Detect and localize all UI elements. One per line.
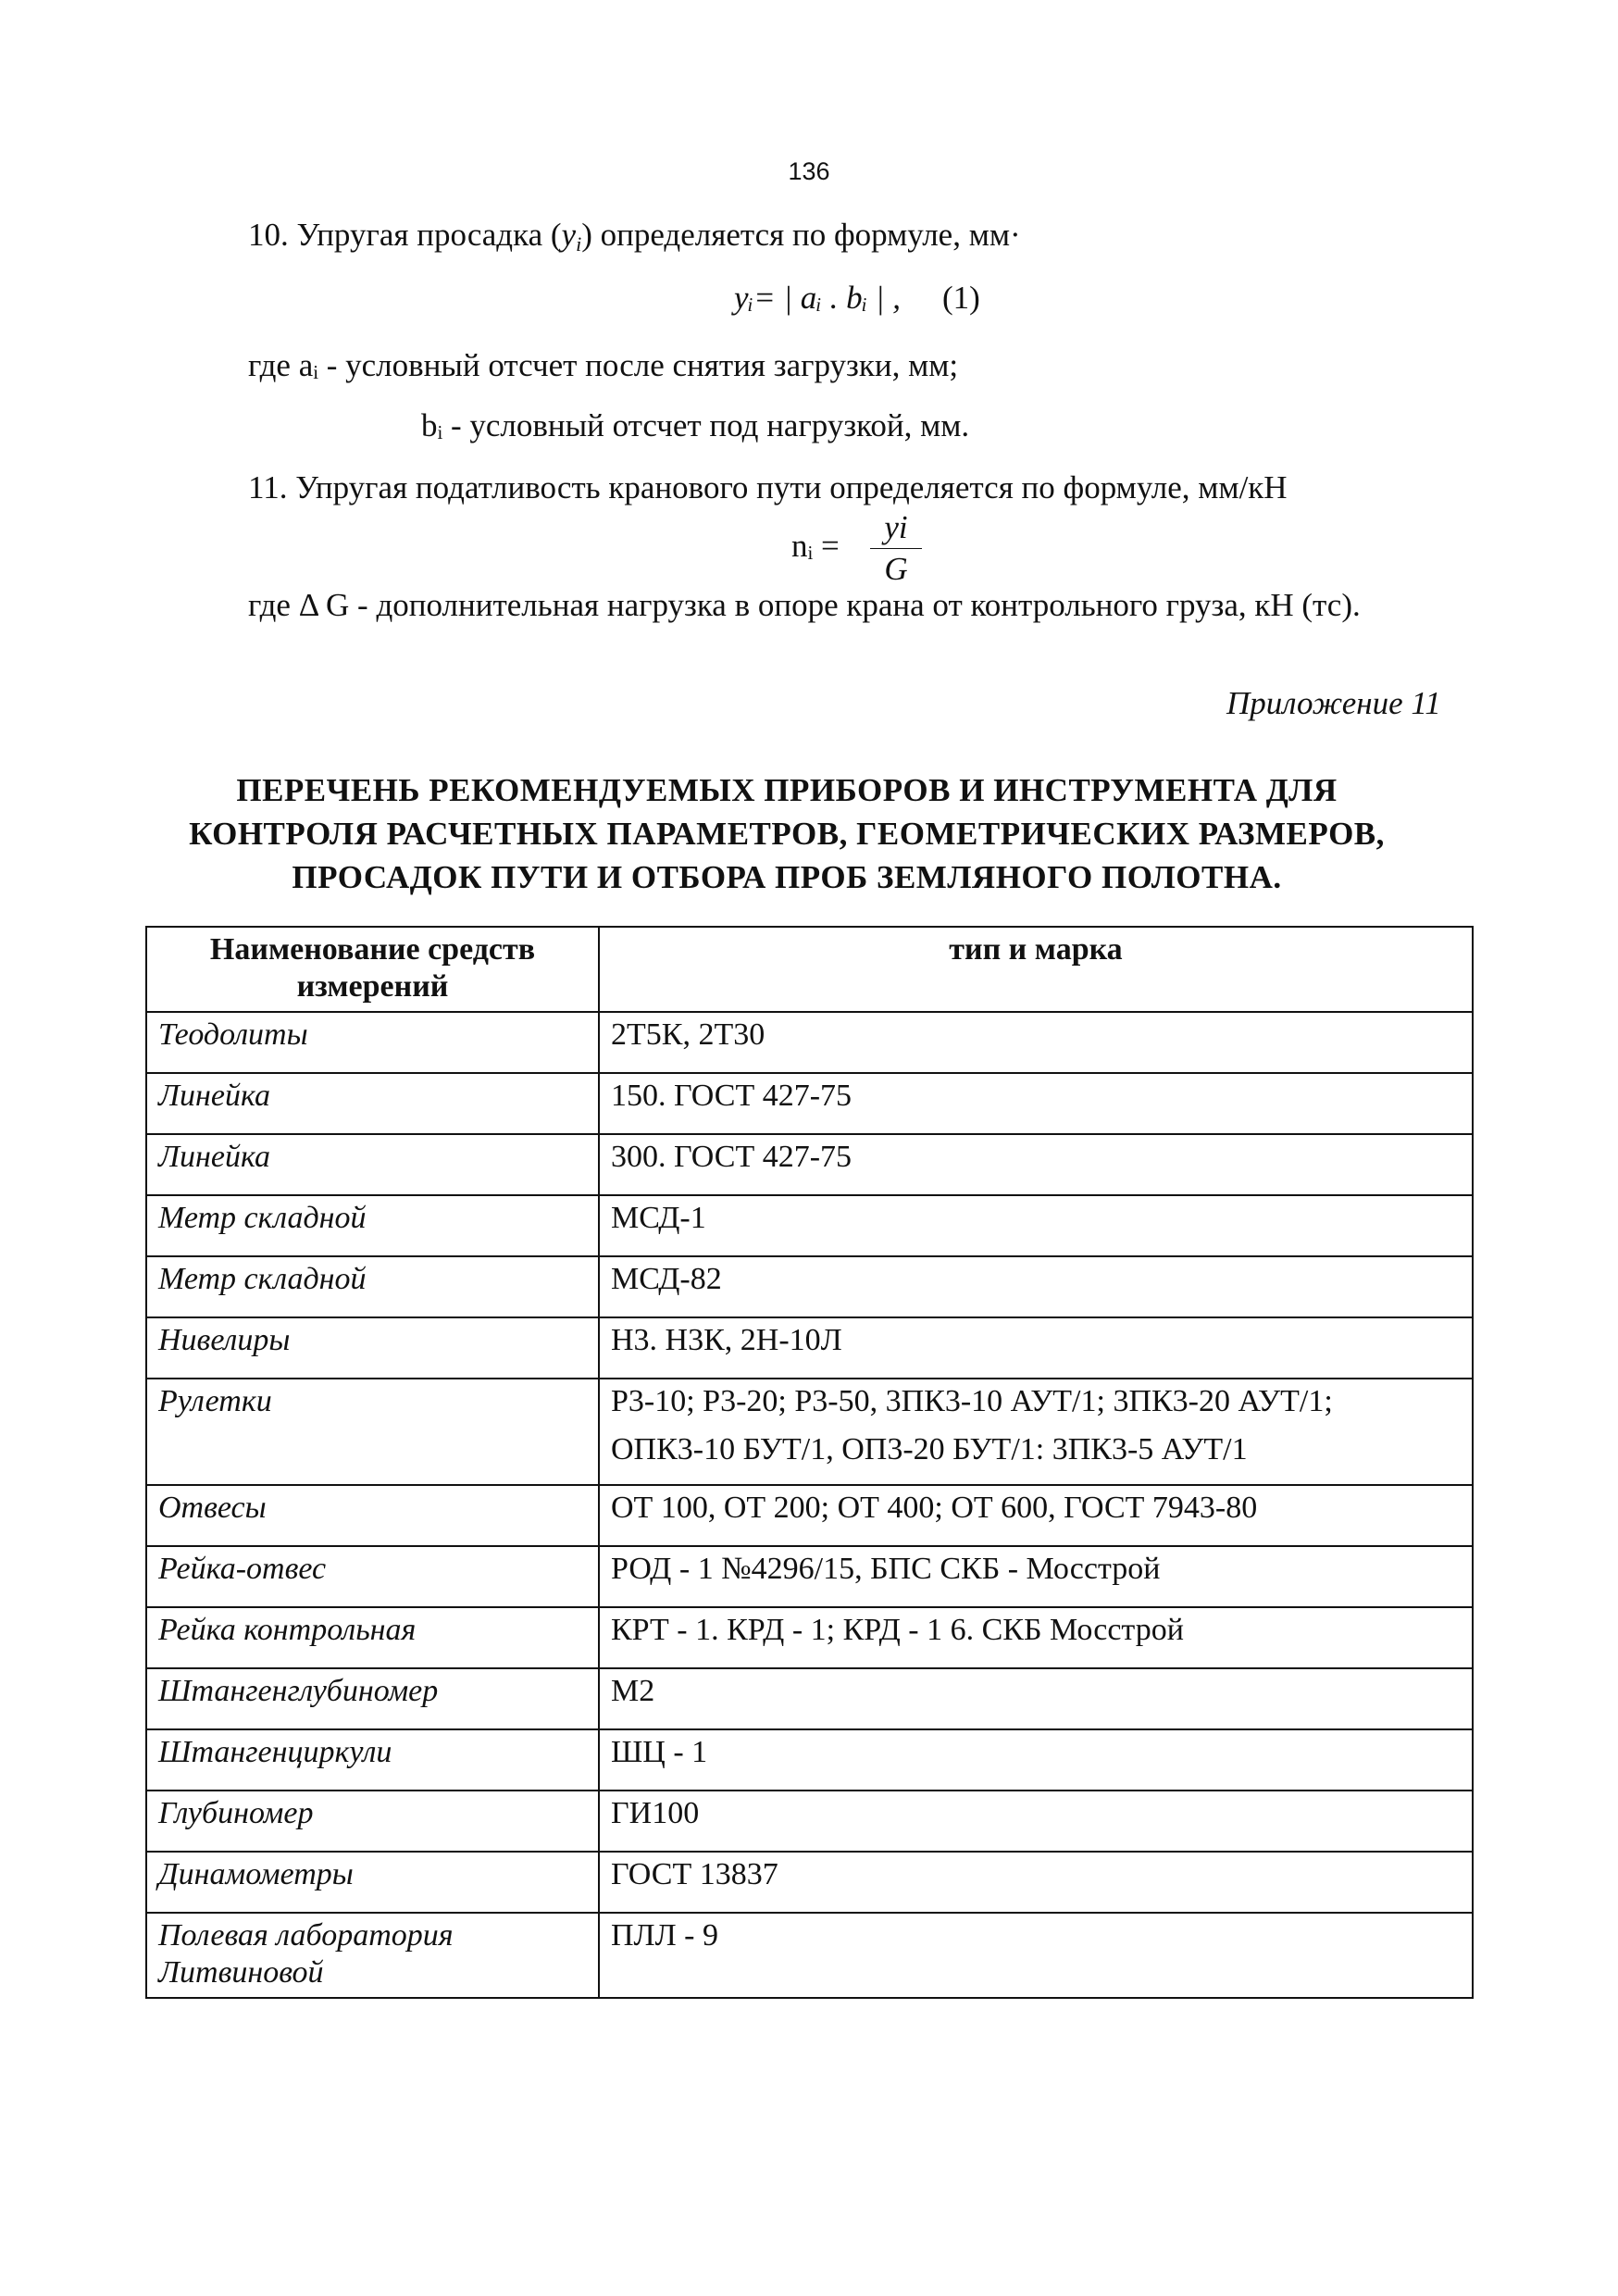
cell-name: Рейка-отвес xyxy=(146,1546,599,1607)
cell-type: Н3. Н3К, 2Н-10Л xyxy=(599,1317,1473,1379)
table-row xyxy=(146,1317,1473,1379)
fraction-numerator: yi xyxy=(870,507,922,549)
cell-name: Нивелиры xyxy=(146,1317,599,1379)
cell-name: Метр складной xyxy=(146,1195,599,1256)
cell-type: ГИ100 xyxy=(599,1791,1473,1852)
page-number: 136 xyxy=(788,157,830,185)
table-row xyxy=(146,1134,1473,1195)
formula-1: yᵢ= | aᵢ . bᵢ | , xyxy=(734,280,902,316)
cell-type: МСД-82 xyxy=(599,1256,1473,1317)
cell-type: РОД - 1 №4296/15, БПС СКБ - Мосстрой xyxy=(599,1546,1473,1607)
cell-type-line-1: Р3-10; Р3-20; Р3-50, 3ПК3-10 АУТ/1; 3ПК3-20 АУТ/1; xyxy=(611,1384,1333,1418)
cell-name: Рейка контрольная xyxy=(146,1607,599,1668)
instruments-table xyxy=(145,926,1474,1999)
header-name: Наименование средств измерений xyxy=(146,927,599,1012)
cell-type: ГОСТ 13837 xyxy=(599,1852,1473,1913)
cell-type xyxy=(599,1379,1473,1485)
table-row xyxy=(146,1379,1473,1485)
table-row xyxy=(146,1791,1473,1852)
cell-name: Рулетки xyxy=(146,1379,599,1485)
where-a: где aᵢ - условный отсчет после снятия загрузки, мм; xyxy=(248,347,959,383)
cell-type: МСД-1 xyxy=(599,1195,1473,1256)
cell-name: Теодолиты xyxy=(146,1012,599,1073)
where-g: где Δ G - дополнительная нагрузка в опоре крана от контрольного груза, кН (тс). xyxy=(248,587,1361,623)
item11-intro: 11. Упругая податливость кранового пути определяется по формуле, мм/кН xyxy=(248,469,1288,505)
table-row xyxy=(146,1913,1473,1998)
table-header-row xyxy=(146,927,1473,1012)
cell-name: Глубиномер xyxy=(146,1791,599,1852)
cell-name: Полевая лаборатория Литвиновой xyxy=(146,1913,599,1998)
table-row xyxy=(146,1012,1473,1073)
cell-name: Отвесы xyxy=(146,1485,599,1546)
cell-type: ПЛЛ - 9 xyxy=(599,1913,1473,1998)
fraction-denominator: G xyxy=(884,551,908,587)
title-line-2: КОНТРОЛЯ РАСЧЕТНЫХ ПАРАМЕТРОВ, ГЕОМЕТРИЧЕСКИХ РАЗМЕРОВ, xyxy=(189,816,1385,852)
cell-name: Динамометры xyxy=(146,1852,599,1913)
formula-2-left: nᵢ = xyxy=(791,528,840,564)
table-row xyxy=(146,1852,1473,1913)
table-row xyxy=(146,1729,1473,1791)
cell-name: Штангенглубиномер xyxy=(146,1668,599,1729)
cell-type: 150. ГОСТ 427-75 xyxy=(599,1073,1473,1134)
header-type: тип и марка xyxy=(599,927,1473,1012)
cell-name: Линейка xyxy=(146,1134,599,1195)
formula-2-fraction xyxy=(870,507,922,590)
where-b: bᵢ - условный отсчет под нагрузкой, мм. xyxy=(421,407,970,443)
cell-type: КРТ - 1. КРД - 1; КРД - 1 6. СКБ Мосстрой xyxy=(599,1607,1473,1668)
cell-type: ОТ 100, ОТ 200; ОТ 400; ОТ 600, ГОСТ 7943-80 xyxy=(599,1485,1473,1546)
formula-number: (1) xyxy=(942,280,980,316)
cell-name: Линейка xyxy=(146,1073,599,1134)
cell-name: Метр складной xyxy=(146,1256,599,1317)
appendix-label: Приложение 11 xyxy=(1226,685,1441,721)
table-row xyxy=(146,1546,1473,1607)
title-line-3: ПРОСАДОК ПУТИ И ОТБОРА ПРОБ ЗЕМЛЯНОГО ПОЛОТНА. xyxy=(292,859,1282,895)
table-row xyxy=(146,1668,1473,1729)
cell-type: 300. ГОСТ 427-75 xyxy=(599,1134,1473,1195)
cell-type-line-2: ОПК3-10 БУТ/1, ОП3-20 БУТ/1: 3ПК3-5 АУТ/1 xyxy=(611,1432,1248,1466)
title-line-1: ПЕРЕЧЕНЬ РЕКОМЕНДУЕМЫХ ПРИБОРОВ И ИНСТРУМЕНТА ДЛЯ xyxy=(236,772,1338,808)
table-row xyxy=(146,1195,1473,1256)
item10-intro: 10. Упругая просадка $(y_i)$ определяется по формуле, мм· xyxy=(248,217,1021,256)
cell-type: ШЦ - 1 xyxy=(599,1729,1473,1791)
cell-name: Штангенциркули xyxy=(146,1729,599,1791)
table-row xyxy=(146,1256,1473,1317)
cell-type: 2Т5К, 2Т30 xyxy=(599,1012,1473,1073)
table-row xyxy=(146,1485,1473,1546)
table-row xyxy=(146,1607,1473,1668)
cell-type: М2 xyxy=(599,1668,1473,1729)
section-title xyxy=(120,768,1453,899)
table-row xyxy=(146,1073,1473,1134)
